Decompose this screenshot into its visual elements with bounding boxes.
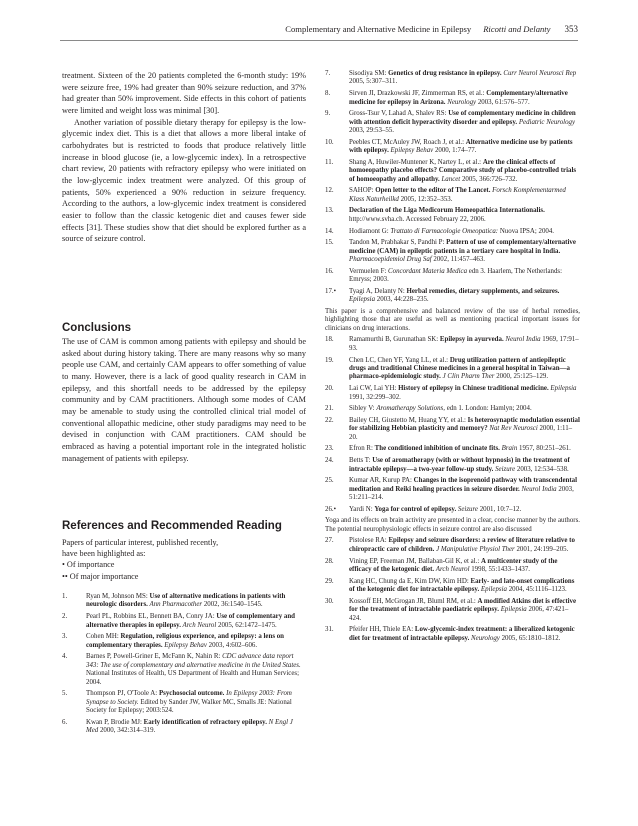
references-intro-line: Papers of particular interest, published recently,	[62, 538, 219, 547]
reference-number: 24.	[325, 457, 334, 465]
reference-number: 25.	[325, 477, 334, 485]
reference-title: Herbal remedies, dietary supplements, and seizures.	[406, 287, 560, 295]
reference-item	[325, 558, 580, 575]
reference-number: 26.•	[325, 505, 337, 513]
header-rule	[60, 40, 578, 41]
reference-authors: Thompson PJ, O'Toole A:	[86, 690, 159, 698]
reference-title: Genetics of drug resistance in epilepsy.	[388, 70, 502, 77]
reference-item	[62, 653, 306, 687]
reference-authors: Tandon M, Prabhakar S, Pandhi P:	[349, 239, 447, 247]
reference-item	[325, 159, 580, 184]
left-column-body	[62, 70, 306, 245]
reference-journal: Arch Neurol	[180, 621, 217, 629]
running-header	[60, 24, 578, 40]
reference-item	[325, 626, 580, 643]
reference-item	[325, 268, 580, 285]
reference-item	[325, 187, 580, 204]
reference-journal: J Manipulative Physiol Ther	[434, 545, 515, 553]
reference-details: 2000, 1:74–77.	[433, 147, 477, 155]
reference-authors: Vining EP, Freeman JM, Ballaban-Gil K, et al.:	[349, 557, 482, 565]
reference-journal: Epilepsia	[479, 586, 507, 594]
conclusions-heading: Conclusions	[62, 322, 132, 334]
reference-number: 16.	[325, 267, 334, 275]
reference-item	[325, 598, 580, 623]
reference-item	[325, 239, 580, 264]
reference-journal: CDC advance data report 343: The use of complementary and alternative medicine in the United States.	[86, 653, 301, 669]
reference-authors: Pfeifer HH, Thiele EA:	[349, 626, 415, 634]
reference-title: History of epilepsy in Chinese traditional medicine.	[398, 385, 549, 393]
reference-journal: N Engl J Med	[86, 718, 293, 735]
reference-journal: Lancet	[439, 175, 461, 183]
reference-item	[325, 139, 580, 156]
reference-number: 23.	[325, 445, 334, 453]
reference-number: 10.	[325, 138, 334, 146]
body-paragraph: treatment. Sixteen of the 20 patients completed the 6-month study: 19% were seizure free, 19% had greater than 90% seizure reduction, and 37% had greater than 50% improvement. Side effects in this cohort of patients were limited and weight loss was minimal [30].	[62, 71, 306, 115]
reference-title: Pattern of use of complementary/alternative medicine (CAM) in epileptic patients in a tertiary care hospital in India.	[349, 239, 576, 255]
reference-item	[325, 228, 580, 236]
reference-authors: Yardi N:	[349, 505, 375, 513]
reference-item	[62, 719, 306, 736]
conclusions-paragraph: The use of CAM is common among patients with epilepsy and should be asked about during history taking. There are many reasons why so many people use CAM, and certainly CAM appears to offer something of value to many. However, there is a lack of good quality research in CAM in epilepsy, and this shortfall needs to be addressed by the epilepsy community and by CAM practitioners. Although some modes of CAM may be amenable to study using the controlled clinical trial model of conventional allopathic medicine, other study paradigms may need to be devised in conjunction with CAM practitioners. CAM should be embraced as having a potential important role in the integrated holistic management of patients with epilepsy.	[62, 337, 306, 463]
reference-number: 17.•	[325, 287, 337, 295]
reference-title: Low-glycemic-index treatment: a liberalized ketogenic diet for treatment of intractable epilepsy.	[349, 626, 575, 642]
reference-authors: Chen LC, Chen YF, Yang LL, et al.:	[349, 356, 450, 364]
reference-details: 2000, 342:314–319.	[98, 727, 156, 735]
reference-title: A modified Atkins diet is effective for the treatment of intractable paediatric epilepsy.	[349, 597, 577, 614]
reference-journal: J Clin Pharm Ther	[440, 373, 495, 381]
reference-journal: Epilepsia	[498, 606, 527, 614]
reference-journal: Neurology	[469, 634, 500, 642]
reference-number: 2.	[62, 613, 68, 621]
reference-authors: Efron R:	[349, 445, 375, 453]
reference-details: 2003, 61:576–577.	[476, 98, 530, 106]
reference-title: Early identification of refractory epilepsy.	[143, 718, 267, 726]
reference-title: Epilepsy in ayurveda.	[439, 336, 504, 344]
reference-number: 3.	[62, 633, 68, 641]
reference-authors: Bailey CH, Giustetto M, Huang YY, et al.:	[349, 416, 468, 424]
right-column	[325, 70, 580, 646]
reference-item	[325, 288, 580, 305]
reference-journal: Neurol India	[503, 336, 541, 344]
reference-journal: Concordant Materia Medica	[388, 267, 468, 275]
reference-journal: Forsch Komplementarmed Klass Naturheilkd	[349, 187, 566, 203]
reference-title: Early- and late-onset complications of the ketogenic diet for intractable epilepsy.	[349, 577, 575, 594]
legend-major-importance: •• Of major importance	[62, 571, 139, 581]
reference-number: 28.	[325, 557, 334, 565]
reference-details: 2005, 62:1472–1475.	[216, 621, 277, 629]
reference-journal: Neurology	[445, 98, 477, 106]
reference-title: Use of aromatherapy (with or without hypnosis) in the treatment of intractable epilepsy—a two-year follow-up study.	[349, 457, 570, 473]
reference-item	[62, 690, 306, 715]
reference-details: 2003, 29:53–55.	[349, 127, 394, 135]
reference-details: 2001, 24:199–205.	[514, 545, 569, 553]
reference-item	[325, 457, 580, 474]
reference-item	[325, 207, 580, 224]
reference-details: 2001, 10:7–12.	[477, 505, 522, 513]
reference-details: 2003, 12:534–538.	[515, 465, 569, 473]
references-heading: References and Recommended Reading	[62, 520, 282, 532]
reference-journal: Aromatherapy Solutions,	[376, 405, 445, 413]
reference-number: 11.	[325, 158, 334, 166]
reference-authors: Barnes P, Powell-Griner E, McFann K, Nahin R:	[86, 653, 223, 661]
references-intro	[62, 537, 306, 582]
reference-journal: Seizure	[456, 505, 478, 513]
reference-details: 1998, 55:1433–1437.	[469, 565, 531, 573]
reference-details: 2000, 1:11–20.	[349, 425, 573, 441]
reference-title: Declaration of the Liga Medicorum Homeopathica Internationalis.	[349, 207, 545, 215]
reference-details: edn 1. London: Hamlyn; 2004.	[444, 405, 532, 413]
reference-item	[325, 70, 580, 87]
reference-list-left	[62, 593, 306, 739]
reference-authors: Peebles CT, McAuley JW, Roach J, et al.:	[349, 138, 466, 146]
reference-details: edn 3. Haarlem, The Netherlands: Emryss; 2003.	[349, 267, 562, 284]
reference-list-right	[325, 70, 580, 305]
reference-item	[62, 613, 306, 630]
reference-number: 18.	[325, 336, 334, 344]
reference-number: 14.	[325, 227, 334, 235]
reference-journal: Neurol India	[519, 485, 557, 493]
reference-item	[325, 537, 580, 554]
reference-details: 2003, 44:228–235.	[375, 296, 429, 304]
reference-journal: Epilepsia	[349, 296, 376, 304]
reference-item	[325, 506, 580, 514]
reference-number: 21.	[325, 405, 334, 413]
reference-title: Use of complementary medicine in children with attention deficit hyperactivity disorder and epilepsy.	[349, 110, 576, 126]
reference-authors: SAHOP:	[349, 187, 376, 195]
reference-details: 2003, 51:211–214.	[349, 485, 574, 502]
reference-authors: Tyagi A, Delanty N:	[349, 287, 407, 295]
reference-details: 2002, 11:457–463.	[431, 256, 486, 264]
reference-journal: Brain	[499, 445, 518, 453]
reference-details: Nuova IPSA; 2004.	[498, 227, 555, 235]
reference-details: 2005, 366:726–732.	[460, 175, 518, 183]
reference-title: Epilepsy and seizure disorders: a review of literature relative to chiropractic care of children.	[349, 537, 575, 553]
reference-number: 13.	[325, 207, 334, 215]
running-title: Complementary and Alternative Medicine in Epilepsy	[285, 24, 472, 34]
reference-details: 2005, 12:352–353.	[398, 195, 453, 203]
reference-list-right	[325, 537, 580, 643]
reference-title: Yoga for control of epilepsy.	[374, 505, 457, 513]
reference-number: 9.	[325, 110, 331, 118]
reference-title: Psychosocial outcome.	[158, 690, 225, 698]
reference-number: 19.	[325, 356, 334, 364]
reference-authors: Vermuelen F:	[349, 267, 389, 275]
reference-item	[325, 578, 580, 595]
reference-details: 2005, 5:307–311.	[349, 78, 398, 86]
reference-list-right	[325, 336, 580, 514]
reference-number: 7.	[325, 70, 331, 77]
reference-details: 2004, 45:1116–1123.	[506, 586, 567, 594]
running-authors: Ricotti and Delanty	[483, 24, 551, 34]
reference-number: 5.	[62, 690, 68, 698]
reference-title: Is heterosynaptic modulation essential for stabilizing Hebbian plasticity and memory?	[349, 416, 580, 433]
reference-item	[325, 405, 580, 413]
annotation-note: Yoga and its effects on brain activity are presented in a clear, concise manner by the authors. The potential neurophysiologic effects in seizure control are also discussed	[325, 517, 580, 533]
reference-journal: In Epilepsy 2003: From Synapse to Society.	[86, 690, 292, 706]
reference-authors: Kwan P, Brodie MJ:	[86, 718, 144, 726]
reference-number: 20.	[325, 385, 334, 393]
reference-journal: Epilepsy Behav	[388, 147, 434, 155]
reference-authors: Gross-Tsur V, Lahad A, Shalev RS:	[349, 110, 449, 118]
reference-details: 1969, 17:91–93.	[349, 336, 579, 352]
reference-journal: Arch Neurol	[434, 565, 470, 573]
reference-item	[325, 445, 580, 453]
reference-details: 1957, 80:251–261.	[517, 445, 571, 453]
annotation-note: This paper is a comprehensive and balanced review of the use of herbal remedies, highlighting those that are useful as well as mentioning practical important issues for clinicians on drug interactions.	[325, 307, 580, 332]
reference-journal: Seizure	[493, 465, 516, 473]
reference-title: Open letter to the editor of The Lancet.	[375, 187, 491, 195]
reference-details: Edited by Sander JW, Walker MC, Smalls JE: National Society for Epilepsy; 2003:524.	[86, 698, 292, 715]
reference-item	[325, 417, 580, 442]
reference-journal: Pediatric Neurology	[517, 118, 576, 126]
reference-journal: Ann Pharmacother	[147, 601, 203, 609]
reference-journal: Epilepsia	[548, 385, 577, 393]
reference-journal: Curr Neurol Neurosci Rep	[501, 70, 577, 77]
reference-authors: Pistolese RA:	[349, 537, 389, 545]
reference-number: 8.	[325, 90, 331, 98]
reference-authors: Shang A, Huwiler-Muntener K, Nartey L, et al.:	[349, 158, 483, 166]
reference-title: Are the clinical effects of homoeopathy placebo effects? Comparative study of placebo-controlled trials of homoeopathy and allopathy.	[349, 158, 577, 183]
reference-item	[325, 385, 580, 402]
reference-details: 2000, 25:125–129.	[494, 373, 549, 381]
page-number: 353	[564, 24, 578, 34]
references-intro-line: have been highlighted as:	[62, 549, 146, 559]
reference-title: Complementary/alternative medicine for epilepsy in Arizona.	[349, 90, 568, 106]
reference-title: A multicenter study of the efficacy of the ketogenic diet.	[349, 557, 558, 573]
reference-details: National Institutes of Health, US Department of Health and Human Services; 2004.	[86, 670, 299, 686]
reference-number: 1.	[62, 593, 68, 600]
reference-number: 6.	[62, 718, 68, 726]
reference-authors: Kang HC, Chung da E, Kim DW, Kim HD:	[349, 577, 471, 585]
reference-authors: Hodiamont G:	[349, 227, 391, 235]
reference-title: The conditioned inhibition of uncinate fits.	[374, 445, 500, 453]
reference-authors: Lai CW, Lai YH:	[349, 385, 399, 393]
reference-authors: Sirven JI, Drazkowski JF, Zimmerman RS, et al.:	[349, 90, 487, 98]
reference-title: Use of alternative medications in patients with neurologic disorders.	[86, 593, 286, 609]
body-paragraph: Another variation of possible dietary therapy for epilepsy is the low-glycemic index diet. This is a diet that allows a more liberal intake of carbohydrates but is restricted to foods that produce relatively little increase in blood glucose (ie, a low-glycemic index). In a retrospective chart review, 20 patients with refractory epilepsy who were initiated on the low-glycemic index treatment were analyzed. Of this group of patients, 50% experienced a 90% reduction in seizure frequency. According to the authors, a low-glycemic index treatment is considered easier to follow than the classic ketogenic diet and causes fewer side effects [31]. These studies show that diet should be explored further as a source of seizure control.	[62, 117, 306, 244]
reference-details: 2002, 36:1540–1545.	[202, 601, 263, 609]
reference-number: 30.	[325, 597, 334, 605]
reference-details: 1991, 32:299–302.	[349, 393, 401, 401]
reference-details: 2003, 4:602–606.	[206, 641, 258, 649]
reference-number: 22.	[325, 416, 334, 424]
reference-title: Regulation, religious experience, and epilepsy: a lens on complementary therapies.	[86, 633, 284, 649]
reference-item	[325, 90, 580, 107]
reference-details: 2005, 65:1810–1812.	[499, 634, 561, 642]
reference-item	[325, 357, 580, 382]
reference-authors: Kumar AR, Kurup PA:	[349, 477, 414, 485]
reference-authors: Cohen MH:	[86, 633, 121, 641]
reference-journal: Epilepsy Behav	[162, 641, 207, 649]
reference-item	[325, 110, 580, 135]
reference-title: Drug utilization pattern of antiepileptic drugs and traditional Chinese medicines in a general hospital in Taiwan—a pharmaco-epidemiologic study.	[349, 356, 570, 381]
reference-item	[325, 336, 580, 353]
reference-journal: Trattato di Farmacologie Omeopatica:	[390, 227, 499, 235]
reference-title: Changes in the isoprenoid pathway with transcendental meditation and Reiki healing practices in seizure disorder.	[349, 477, 577, 493]
reference-number: 31.	[325, 626, 334, 634]
reference-item	[325, 477, 580, 502]
reference-item	[62, 633, 306, 650]
reference-number: 27.	[325, 537, 334, 545]
reference-details: 2006, 47:421–424.	[349, 606, 569, 622]
conclusions-section	[62, 336, 306, 464]
reference-authors: Ryan M, Johnson MS:	[86, 593, 150, 600]
reference-details: http://www.svha.ch. Accessed February 22, 2006.	[349, 215, 486, 223]
reference-authors: Betts T:	[349, 457, 373, 465]
reference-authors: Sibley V:	[349, 405, 377, 413]
reference-authors: Pearl PL, Robbins EL, Bennett BA, Conry JA:	[86, 613, 217, 621]
legend-importance: • Of importance	[62, 560, 115, 570]
reference-authors: Kossoff EH, McGrogan JR, Bluml RM, et al.:	[349, 597, 478, 605]
reference-number: 12.	[325, 187, 334, 195]
reference-number: 29.	[325, 577, 334, 585]
reference-title: Use of complementary and alternative therapies in epilepsy.	[86, 613, 296, 629]
reference-authors: Ramamurthi B, Gurunathan SK:	[349, 336, 440, 344]
reference-authors: Sisodiya SM:	[349, 70, 389, 77]
reference-journal: Nat Rev Neurosci	[487, 425, 538, 433]
reference-item	[62, 593, 306, 610]
reference-number: 15.	[325, 239, 334, 247]
reference-number: 4.	[62, 653, 68, 661]
reference-journal: Pharmacoepidemiol Drug Saf	[349, 256, 432, 264]
reference-title: Alternative medicine use by patients with epilepsy.	[349, 138, 573, 155]
